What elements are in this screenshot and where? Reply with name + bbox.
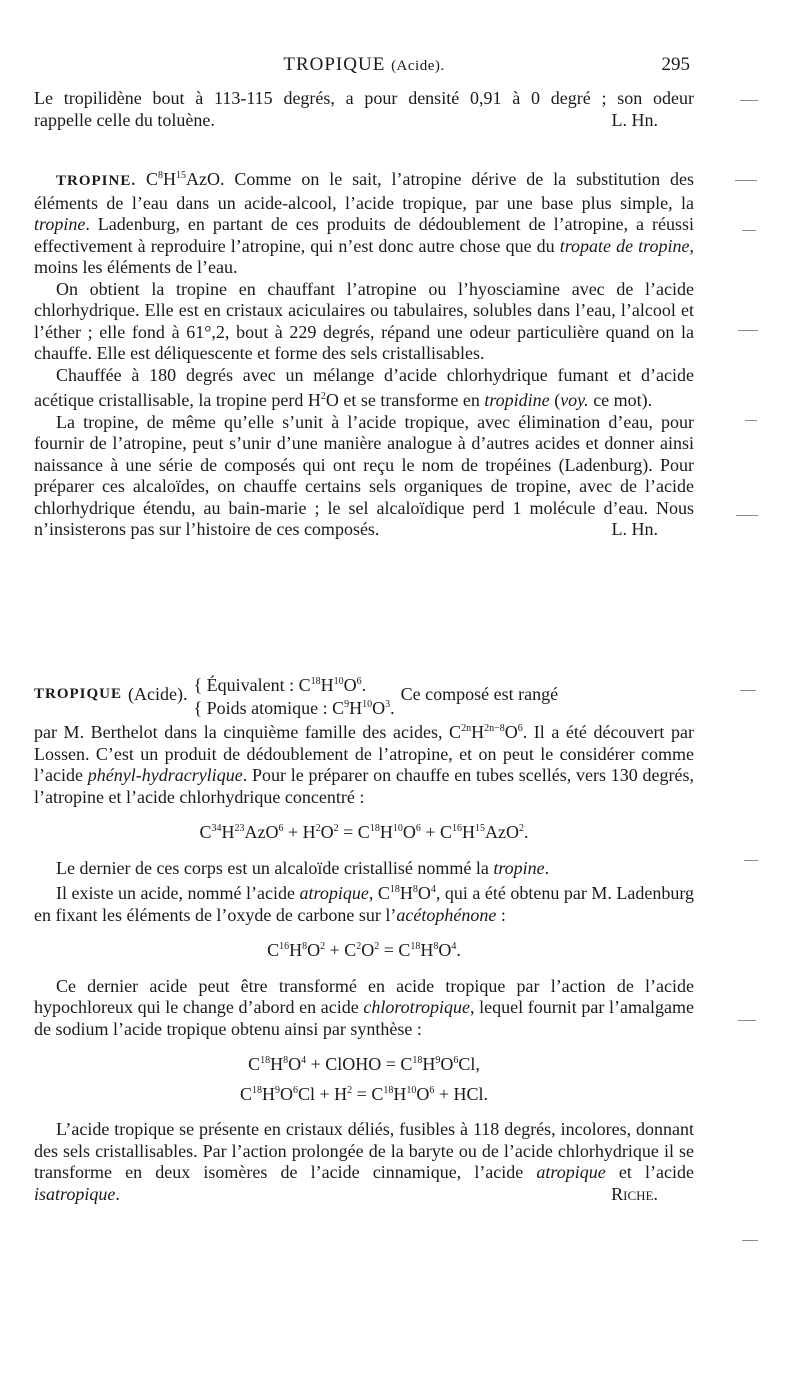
margin-speck — [740, 690, 756, 691]
intro-line-2-text: rappelle celle du toluène. — [34, 109, 215, 130]
tropine-formula: $C^8H^{15}AzO$. — [146, 169, 225, 189]
margin-speck — [738, 330, 758, 331]
signature-riche: Riche. — [611, 1183, 658, 1204]
running-title — [34, 54, 694, 76]
tropique-paragraph-5: L’acide tropique se présente en cristaux déliés, fusibles à 118 degrés, incolores, donnant des sels cristallisables. Par l’action prolongée de la baryte ou de l’acide chlorhydrique il se transforme en deux isomères de l’acide cinnamique, l’acide atropique et l’acide isatropique. Riche. — [34, 1119, 694, 1204]
page-header — [34, 54, 694, 82]
tropique-heading-row — [34, 672, 694, 718]
tropine-p1-text: Comme on le sait, l’atropine dérive de la substitution des éléments de l’eau dans un acide-alcool, l’acide tropique, par une base plus simple, la tropine. Ladenburg, en partant de ces produits de dédoublement de l’atropine, a réussi effectivement à reproduire l’atropine, qui n’est donc autre chose que du tropate de tropine, moins les éléments de l’eau. — [34, 169, 694, 277]
equivalent-line: { Équivalent : $C^{18}H^{10}O^6$. — [193, 675, 367, 695]
margin-speck — [736, 515, 758, 516]
tropine-paragraph-4 — [34, 412, 694, 541]
margin-speck — [735, 180, 757, 181]
equation-2: $C^{16}H^8O^2 + C^2O^2 = C^{18}H^8O^4$. — [267, 940, 461, 960]
margin-speck — [742, 1240, 758, 1241]
margin-speck — [744, 860, 758, 861]
signature-lhn-1: L. Hn. — [611, 109, 658, 130]
tropique-lead-in: Ce composé est rangé — [400, 684, 559, 705]
intro-line-1: Le tropilidène bout à 113-115 degrés, a pour densité 0,91 à 0 degré ; son odeur — [34, 88, 694, 108]
tropine-paragraph-1 — [34, 165, 694, 279]
article-tropine — [34, 165, 694, 541]
equivalent-brace — [193, 672, 394, 718]
intro-line-2 — [34, 110, 694, 132]
tropine-paragraph-3: Chauffée à 180 degrés avec un mélange d’acide chlorhydrique fumant et d’acide acétique cristallisable, la tropine perd $H^2O$ et se transforme en tropidine (voy. ce mot). — [34, 364, 694, 410]
tropique-paragraph-3: Il existe un acide, nommé l’acide atropique, $C^{18}H^8O^4$, qui a été obtenu par M. Ladenburg en fixant les éléments de l’oxyde de carbone sur l’acétophénone : — [34, 883, 695, 925]
tropique-paragraph-2: Le dernier de ces corps est un alcaloïde cristallisé nommé la tropine. — [56, 857, 550, 878]
tropine-paragraph-2: On obtient la tropine en chauffant l’atropine ou l’hyosciamine avec de l’acide chlorhydrique. Elle est en cristaux aciculaires ou tabulaires, solubles dans l’eau, l’alcool et l’éther ; elle fond à 61°,2, bout à 229 degrés, répand une odeur particulière quand on la chauffe. Elle est déliquescente et forme des sels cristallisables. — [34, 278, 694, 363]
margin-speck — [745, 420, 757, 421]
poids-atomique-line: { Poids atomique : $C^9H^{10}O^3$. — [193, 698, 395, 718]
tropique-acide: (Acide). — [128, 684, 188, 705]
tropique-paragraph-1: par M. Berthelot dans la cinquième famille des acides, $C^{2n}H^{2n-8}O^6$. Il a été découvert par Lossen. C’est un produit de dédoublement de l’atropine, et on peut le considérer comme l’acide phényl-hydracrylique. Pour le préparer on chauffe en tubes scellés, vers 130 degrés, l’atropine et l’acide chlorhydrique concentré : — [34, 722, 695, 807]
tropique-paragraph-4: Ce dernier acide peut être transformé en acide tropique par l’action de l’acide hypochloreux qui le change d’abord en acide chlorotropique, lequel fournit par l’amalgame de sodium l’acide tropique obtenu ainsi par synthèse : — [34, 975, 694, 1039]
intro-block — [34, 88, 694, 131]
equation-1: $C^{34}H^{23}AzO^6 + H^2O^2 = C^{18}H^{10}O^6 + C^{16}H^{15}AzO^2$. — [199, 822, 529, 842]
headword-tropine: TROPINE. — [56, 173, 137, 189]
equation-3: $C^{18}H^8O^4$ + ClOHO = $C^{18}H^9O^6Cl$, — [248, 1054, 480, 1074]
tropine-p4-text: La tropine, de même qu’elle s’unit à l’acide tropique, avec élimination d’eau, pour fournir de l’atropine, peut s’unir d’une manière analogue à d’autres acides et donner ainsi naissance à une série de composés qui ont reçu le nom de tropéines (Ladenburg). Pour préparer ces alcaloïdes, on chauffe certains sels organiques de tropine, avec de l’acide chlorhydrique étendu, au bain-marie ; le sel alcaloïdique perd 1 molécule d’eau. Nous n’insisterons pas sur l’histoire de ces composés. — [34, 411, 694, 539]
equation-4: $C^{18}H^9O^6Cl + H^2 = C^{18}H^{10}O^6$ + HCl. — [239, 1083, 489, 1104]
page-number: 295 — [661, 54, 690, 75]
running-title-paren: (Acide). — [391, 58, 445, 74]
margin-speck — [738, 1020, 756, 1021]
signature-lhn-2: L. Hn. — [611, 519, 658, 539]
running-title-word: TROPIQUE — [283, 54, 386, 75]
margin-speck — [742, 230, 756, 231]
margin-speck — [740, 100, 758, 101]
headword-tropique: TROPIQUE — [34, 686, 123, 703]
article-tropique — [34, 672, 694, 1205]
